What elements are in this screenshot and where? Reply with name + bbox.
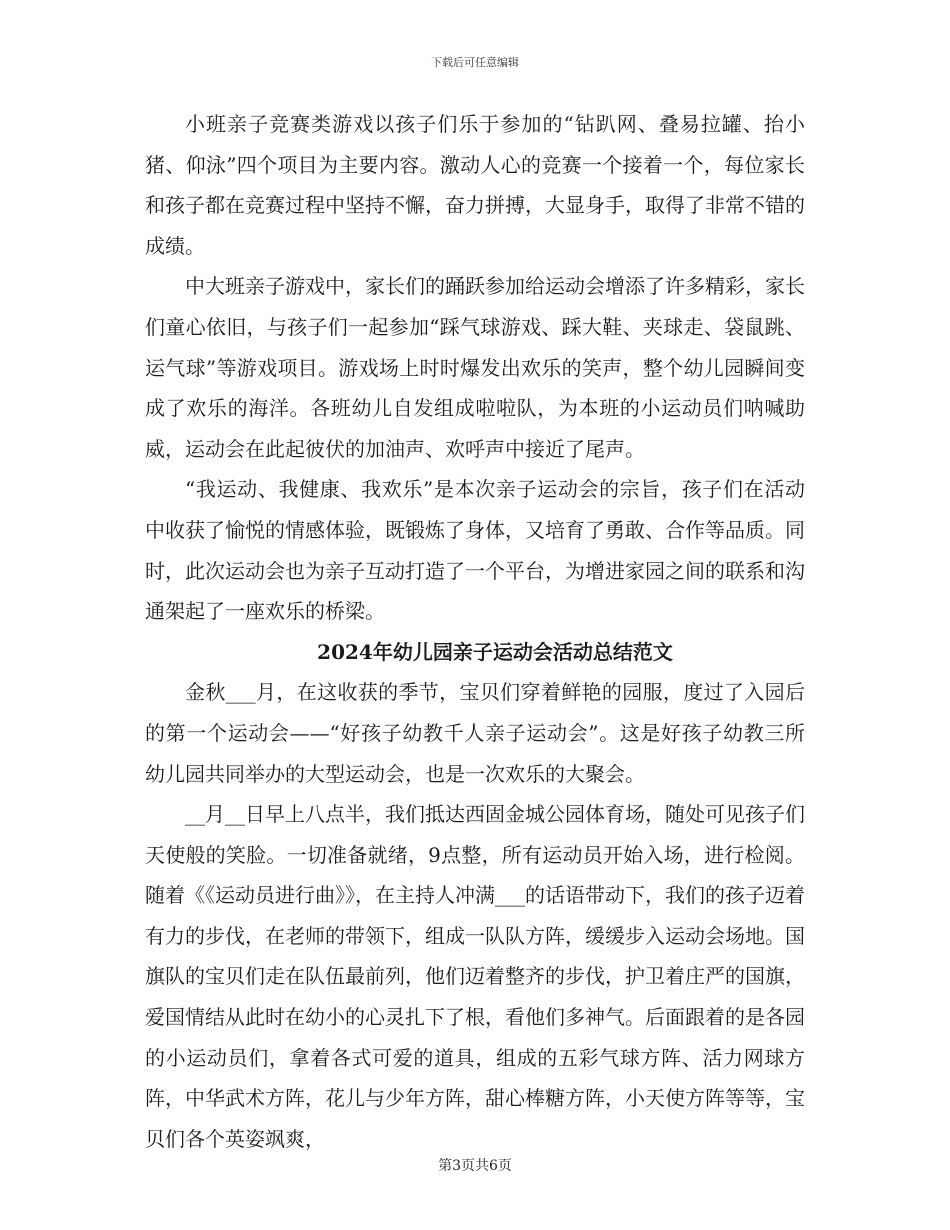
body-paragraph: “我运动、我健康、我欢乐”是本次亲子运动会的宗旨，孩子们在活动中收获了愉悦的情感体验，既锻炼了身体，又培育了勇敢、合作等品质。同时，此次运动会也为亲子互动打造了一个平台，为增进家园之间的联系和沟通架起了一座欢乐的桥梁。 [145, 477, 805, 624]
body-paragraph: 小班亲子竞赛类游戏以孩子们乐于参加的“钻趴网、叠易拉罐、抬小猪、仰泳”四个项目为主要内容。激动人心的竞赛一个接着一个，每位家长和孩子都在竞赛过程中坚持不懈，奋力拼搏，大显身手，取得了非常不错的成绩。 [145, 112, 805, 258]
page-header: 下载后可任意编辑 [431, 56, 519, 69]
section-title: 2024年幼儿园亲子运动会活动总结范文 [317, 639, 673, 664]
document-body [145, 104, 805, 1159]
body-paragraph: 中大班亲子游戏中，家长们的踊跃参加给运动会增添了许多精彩，家长们童心依旧，与孩子们一起参加“踩气球游戏、踩大鞋、夹球走、袋鼠跳、运气球”等游戏项目。游戏场上时时爆发出欢乐的笑声，整个幼儿园瞬间变成了欢乐的海洋。各班幼儿自发组成啦啦队，为本班的小运动员们呐喊助威，运动会在此起彼伏的加油声、欢呼声中接近了尾声。 [145, 274, 805, 461]
body-paragraph: 金秋___月，在这收获的季节，宝贝们穿着鲜艳的园服，度过了入园后的第一个运动会——“好孩子幼教千人亲子运动会”。这是好孩子幼教三所幼儿园共同举办的大型运动会，也是一次欢乐的大聚会。 [145, 680, 805, 786]
page-number: 第3页共6页 [438, 1158, 512, 1174]
body-paragraph: __月__日早上八点半，我们抵达西固金城公园体育场，随处可见孩子们天使般的笑脸。一切准备就绪，9点整，所有运动员开始入场，进行检阅。随着《《运动员进行曲》》，在主持人冲满___的话语带动下，我们的孩子迈着有力的步伐，在老师的带领下，组成一队队方阵，缓缓步入运动会场地。国旗队的宝贝们走在队伍最前列，他们迈着整齐的步伐，护卫着庄严的国旗，爱国情结从此时在幼小的心灵扎下了根，看他们多神气。后面跟着的是各园的小运动员们，拿着各式可爱的道具，组成的五彩气球方阵、活力网球方阵，中华武术方阵，花儿与少年方阵，甜心棒糖方阵，小天使方阵等等，宝贝们各个英姿飒爽， [145, 802, 805, 1151]
